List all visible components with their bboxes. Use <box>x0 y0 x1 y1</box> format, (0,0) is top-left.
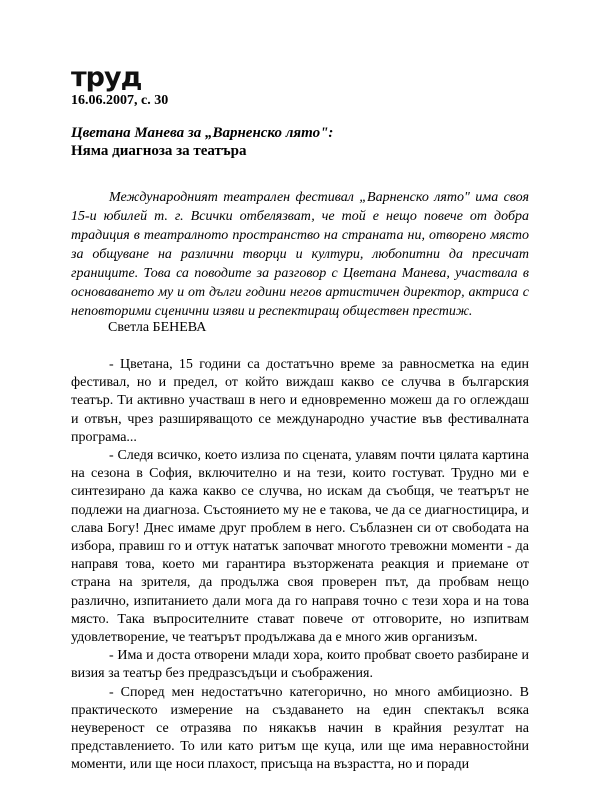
paragraph: - Следя всичко, което излиза по сцената, улавям почти цялата картина на сезона в София, включително и на тези, които гостуват. Трудно ми е синтезирано да кажа какво се случва, но искам да съобщя, че театърът не подлежи на диагноза. Състоянието му не е такова, че да се диагностицира, и слава Богу! Днес имаме друг проблем в него. Съблазнен си от свободата на избора, правиш го и оттук нататък започват многото тревожни моменти - да направя това, което ми гарантира възторжената реакция и приемане от страна на зрителя, да продължа своя проверен път, да пробвам нещо различно, изпитанието дали мога да го направя точно с тези хора и на това място. Така въпросителните стават повече от отговорите, но изпитвам удовлетворение, че театърът продължава да е много жив организъм. <box>71 448 529 646</box>
newspaper-logo: труд <box>71 62 142 93</box>
article-headline <box>71 124 531 160</box>
article-lead: Международният театрален фестивал „Варненско лято" има своя 15-и юбилей т. г. Всички отбелязват, че той е нещо повече от добра традиция в театралното пространство на страната ни, отворено място за общуване на различни творци и култури, любопитни да пресичат границите. Това са поводите за разговор с Цветана Манева, участвала в основаването му и от дълги години негов артистичен директор, актриса с неповторими сценични изяви и респектиращ обществен престиж. <box>71 190 529 319</box>
article-body <box>71 356 529 775</box>
paragraph: - Цветана, 15 години са достатъчно време за равносметка на един фестивал, но и предел, от който виждаш какво се случва в българския театър. Ти активно участваш в него и едновременно можеш да го оглеждаш и отвън, чрез разширяващото се международно участие във фестивалната програма... <box>71 357 529 445</box>
author-byline: Светла БЕНЕВА <box>108 320 207 335</box>
paragraph: - Според мен недостатъчно категорично, но много амбициозно. В практическото измерение на създаването на един спектакъл всяка неувереност се отразява по някакъв начин в крайния резултат на представлението. То или като ритъм ще куца, или ще има неравностойни моменти, или ще носи плахост, присъща на възрастта, но и поради <box>71 684 529 773</box>
issue-date: 16.06.2007, с. 30 <box>71 93 169 108</box>
paragraph: - Има и доста отворени млади хора, които пробват своето разбиране и визия за театър без предразсъдъци и съображения. <box>71 648 529 682</box>
headline-line-2: Няма диагноза за театъра <box>71 143 247 159</box>
headline-line-1: Цветана Манева за „Варненско лято": <box>71 125 334 141</box>
